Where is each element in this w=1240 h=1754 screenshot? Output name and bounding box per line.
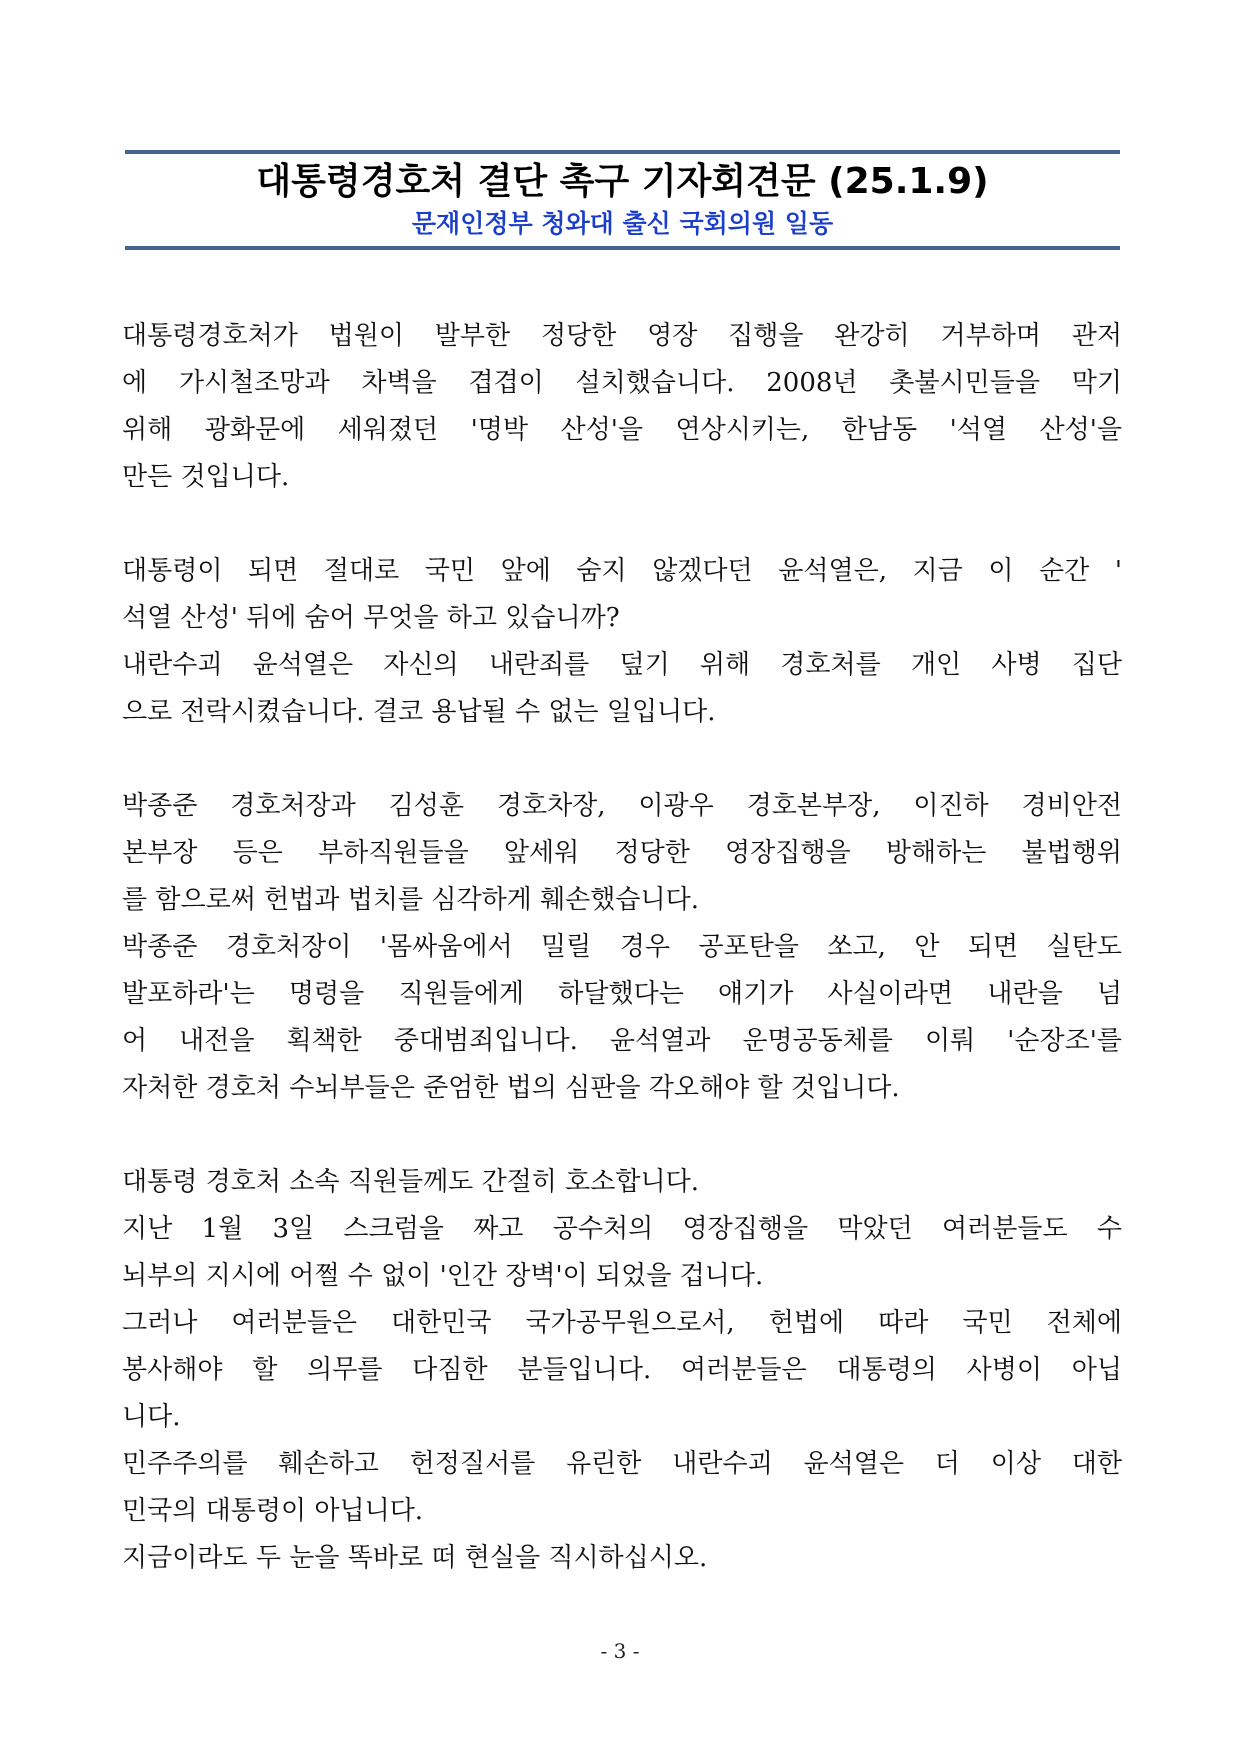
document-header (125, 150, 1120, 250)
text-line: 만든 것입니다. (122, 462, 290, 492)
text-line: 를 함으로써 헌법과 법치를 심각하게 훼손했습니다. (122, 885, 700, 915)
document-subtitle: 문재인정부 청와대 출신 국회의원 일동 (411, 209, 834, 238)
paragraph-gap (122, 501, 1122, 548)
text-line: 지금이라도 두 눈을 똑바로 떠 현실을 직시하십시오. (122, 1543, 708, 1573)
text-line: 내란수괴 윤석열은 자신의 내란죄를 덮기 위해 경호처를 개인 사병 집단 (122, 650, 1122, 680)
text-line: 지난 1월 3일 스크럼을 짜고 공수처의 영장집행을 막았던 여러분들도 수 (122, 1214, 1122, 1244)
text-line: 석열 산성' 뒤에 숨어 무엇을 하고 있습니까? (122, 603, 620, 633)
text-line: 대통령이 되면 절대로 국민 앞에 숨지 않겠다던 윤석열은, 지금 이 순간 ' (122, 556, 1122, 586)
text-line: 뇌부의 지시에 어쩔 수 없이 '인간 장벽'이 되었을 겁니다. (122, 1261, 764, 1291)
page-number: - 3 - (600, 1639, 640, 1663)
text-line: 박종준 경호처장이 '몸싸움에서 밀릴 경우 공포탄을 쏘고, 안 되면 실탄도 (122, 932, 1122, 962)
text-line: 어 내전을 획책한 중대범죄입니다. 윤석열과 운명공동체를 이뤄 '순장조'를 (122, 1026, 1122, 1056)
document-body (122, 313, 1122, 1582)
paragraph-2 (122, 548, 1122, 736)
paragraph-1 (122, 313, 1122, 501)
text-line: 니다. (122, 1402, 181, 1432)
header-bottom-rule (125, 246, 1120, 250)
paragraph-gap (122, 736, 1122, 783)
text-line: 박종준 경호처장과 김성훈 경호차장, 이광우 경호본부장, 이진하 경비안전 (122, 791, 1122, 821)
text-line: 봉사해야 할 의무를 다짐한 분들입니다. 여러분들은 대통령의 사병이 아닙 (122, 1355, 1122, 1385)
document-title: 대통령경호처 결단 촉구 기자회견문 (25.1.9) (256, 161, 989, 202)
text-line: 대통령 경호처 소속 직원들께도 간절히 호소합니다. (122, 1167, 700, 1197)
text-line: 대통령경호처가 법원이 발부한 정당한 영장 집행을 완강히 거부하며 관저 (122, 321, 1122, 351)
text-line: 본부장 등은 부하직원들을 앞세워 정당한 영장집행을 방해하는 불법행위 (122, 838, 1122, 868)
text-line: 민주주의를 훼손하고 헌정질서를 유린한 내란수괴 윤석열은 더 이상 대한 (122, 1449, 1122, 1479)
paragraph-3 (122, 783, 1122, 1112)
paragraph-gap (122, 1112, 1122, 1159)
text-line: 민국의 대통령이 아닙니다. (122, 1496, 424, 1526)
text-line: 자처한 경호처 수뇌부들은 준엄한 법의 심판을 각오해야 할 것입니다. (122, 1073, 900, 1103)
text-line: 그러나 여러분들은 대한민국 국가공무원으로서, 헌법에 따라 국민 전체에 (122, 1308, 1122, 1338)
header-top-rule (125, 150, 1120, 154)
text-line: 으로 전락시켰습니다. 결코 용납될 수 없는 일입니다. (122, 697, 716, 727)
text-line: 발포하라'는 명령을 직원들에게 하달했다는 얘기가 사실이라면 내란을 넘 (122, 979, 1122, 1009)
text-line: 위해 광화문에 세워졌던 '명박 산성'을 연상시키는, 한남동 '석열 산성'을 (122, 415, 1122, 445)
text-line: 에 가시철조망과 차벽을 겹겹이 설치했습니다. 2008년 촛불시민들을 막기 (122, 368, 1122, 398)
paragraph-4 (122, 1159, 1122, 1582)
